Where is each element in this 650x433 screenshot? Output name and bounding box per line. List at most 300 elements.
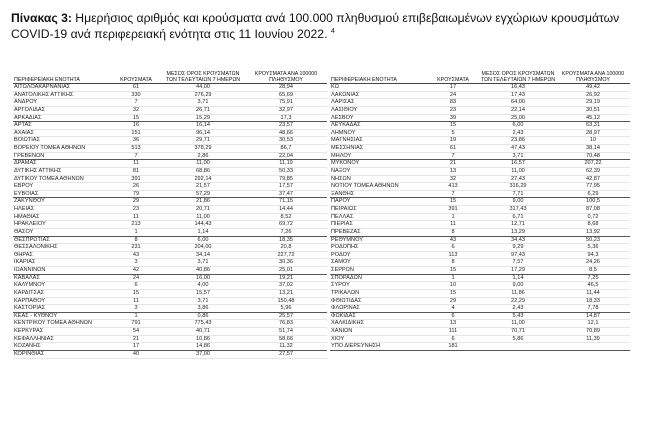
table-row (13, 114, 327, 122)
avg7-cell: 68,86 (161, 167, 245, 175)
avg7-cell: 11,00 (161, 213, 245, 221)
cases-cell: 11 (111, 213, 161, 221)
cases-cell: 6 (426, 335, 480, 343)
table-row (330, 282, 630, 290)
per100k-cell: 227,72 (245, 251, 327, 259)
per100k-cell: 69,72 (245, 221, 327, 229)
per100k-cell: 49,42 (556, 84, 630, 92)
per100k-cell: 7,78 (556, 305, 630, 313)
avg7-cell: 44,00 (161, 84, 245, 92)
table-row (330, 213, 630, 221)
region-cell: ΚΕΦΑΛΛΗΝΙΑΣ (13, 335, 111, 343)
avg7-cell: 15,29 (161, 114, 245, 122)
table-row (330, 274, 630, 282)
region-cell: ΞΑΝΘΗΣ (330, 190, 426, 198)
per100k-cell: 23,57 (245, 122, 327, 130)
avg7-cell (480, 343, 556, 351)
cases-cell: 8 (111, 236, 161, 244)
table-row (13, 297, 327, 305)
table-row (330, 145, 630, 153)
region-cell: ΑΧΑΪΑΣ (13, 129, 111, 137)
region-cell: ΚΑΡΠΑΘΟΥ (13, 297, 111, 305)
per100k-cell: 28,94 (245, 84, 327, 92)
region-cell: ΣΠΟΡΑΔΩΝ (330, 274, 426, 282)
table-row (330, 122, 630, 130)
per100k-cell: 207,22 (556, 160, 630, 168)
table-row (13, 289, 327, 297)
per100k-cell: 86,7 (245, 145, 327, 153)
table-header-row (330, 59, 630, 84)
avg7-cell: 17,43 (480, 91, 556, 99)
table-row (330, 236, 630, 244)
table-row (13, 106, 327, 114)
per100k-cell: 30,36 (245, 259, 327, 267)
region-cell: ΙΩΑΝΝΙΝΩΝ (13, 267, 111, 275)
table-row (330, 251, 630, 259)
region-cell: ΔΥΤΙΚΗΣ ΑΤΤΙΚΗΣ (13, 167, 111, 175)
avg7-cell: 7,71 (480, 190, 556, 198)
per100k-cell: 11,19 (245, 160, 327, 168)
avg7-cell: 316,29 (480, 183, 556, 191)
table-row (330, 99, 630, 107)
avg7-cell: 25,00 (480, 114, 556, 122)
header-cases: ΚΡΟΥΣΜΑΤΑ (111, 59, 161, 84)
avg7-cell: 12,71 (480, 221, 556, 229)
table-row (13, 274, 327, 282)
region-cell: ΣΑΜΟΥ (330, 259, 426, 267)
cases-cell: 23 (111, 206, 161, 214)
region-cell: ΧΑΛΚΙΔΙΚΗΣ (330, 320, 426, 328)
region-cell: ΒΟΙΩΤΙΑΣ (13, 137, 111, 145)
cases-cell: 11 (111, 297, 161, 305)
table-row (13, 267, 327, 275)
avg7-cell: 11,00 (480, 167, 556, 175)
per100k-cell: 22,04 (245, 152, 327, 160)
avg7-cell: 16,43 (480, 84, 556, 92)
per100k-cell: 13,21 (245, 289, 327, 297)
cases-cell: 54 (111, 328, 161, 336)
region-cell: ΒΟΡΕΙΟΥ ΤΟΜΕΑ ΑΘΗΝΩΝ (13, 145, 111, 153)
per100k-cell: 10 (556, 137, 630, 145)
per100k-cell: 28,97 (556, 129, 630, 137)
region-cell: ΕΒΡΟΥ (13, 183, 111, 191)
table-row (13, 145, 327, 153)
per100k-cell: 77,95 (556, 183, 630, 191)
per100k-cell: 65,69 (245, 91, 327, 99)
region-cell: ΣΕΡΡΩΝ (330, 267, 426, 275)
avg7-cell: 7,57 (480, 259, 556, 267)
region-cell: ΜΗΛΟΥ (330, 152, 426, 160)
table-row (330, 106, 630, 114)
header-avg7: ΜΕΣΟΣ ΟΡΟΣ ΚΡΟΥΣΜΑΤΩΝ ΤΩΝ ΤΕΛΕΥΤΑΙΩΝ 7 ΗΜΕΡΩΝ (161, 59, 245, 84)
cases-cell: 24 (111, 274, 161, 282)
cases-cell: 29 (111, 198, 161, 206)
table-row (330, 259, 630, 267)
table-row (330, 198, 630, 206)
avg7-cell: 775,43 (161, 320, 245, 328)
region-cell: ΓΡΕΒΕΝΩΝ (13, 152, 111, 160)
cases-cell: 1 (426, 274, 480, 282)
avg7-cell: 20,71 (161, 206, 245, 214)
avg7-cell: 11,86 (480, 289, 556, 297)
avg7-cell: 2,43 (480, 305, 556, 313)
region-cell: ΔΥΤΙΚΟΥ ΤΟΜΕΑ ΑΘΗΝΩΝ (13, 175, 111, 183)
avg7-cell: 17,29 (480, 267, 556, 275)
avg7-cell: 10,86 (161, 335, 245, 343)
table-row (330, 160, 630, 168)
region-cell: ΚΟΡΙΝΘΙΑΣ (13, 350, 111, 358)
region-cell: ΚΕΝΤΡΙΚΟΥ ΤΟΜΕΑ ΑΘΗΝΩΝ (13, 320, 111, 328)
region-cell: ΘΗΡΑΣ (13, 251, 111, 259)
cases-cell: 5 (426, 129, 480, 137)
per100k-cell: 30,53 (245, 137, 327, 145)
cases-cell: 6 (426, 244, 480, 252)
cases-cell: 391 (426, 206, 480, 214)
avg7-cell: 23,86 (480, 137, 556, 145)
avg7-cell: 9,00 (480, 198, 556, 206)
cases-cell: 19 (426, 137, 480, 145)
table-row (13, 335, 327, 343)
avg7-cell: 3,71 (480, 152, 556, 160)
cases-cell: 791 (111, 320, 161, 328)
per100k-cell: 12,1 (556, 320, 630, 328)
per100k-cell: 25,57 (245, 312, 327, 320)
cases-table-right (330, 59, 630, 351)
table-row (13, 198, 327, 206)
region-cell: ΘΑΣΟΥ (13, 228, 111, 236)
cases-cell: 21 (111, 335, 161, 343)
table-row (13, 228, 327, 236)
cases-cell: 29 (426, 297, 480, 305)
per100k-cell: 24,26 (556, 259, 630, 267)
per100k-cell: 6,29 (556, 190, 630, 198)
cases-cell: 36 (111, 137, 161, 145)
avg7-cell: 292,14 (161, 175, 245, 183)
table-row (330, 328, 630, 336)
per100k-cell: 58,66 (245, 335, 327, 343)
cases-cell: 79 (111, 190, 161, 198)
region-cell: ΑΝΑΤΟΛΙΚΗΣ ΑΤΤΙΚΗΣ (13, 91, 111, 99)
cases-cell: 8 (426, 228, 480, 236)
region-cell: ΠΡΕΒΕΖΑΣ (330, 228, 426, 236)
region-cell: ΛΑΚΩΝΙΑΣ (330, 91, 426, 99)
cases-cell: 1 (111, 312, 161, 320)
table-row (330, 167, 630, 175)
table-row (330, 221, 630, 229)
avg7-cell: 3,71 (161, 99, 245, 107)
avg7-cell: 1,14 (161, 228, 245, 236)
region-cell: ΑΙΤΩΛΟΑΚΑΡΝΑΝΙΑΣ (13, 84, 111, 92)
cases-cell: 213 (111, 221, 161, 229)
region-cell: ΘΕΣΣΑΛΟΝΙΚΗΣ (13, 244, 111, 252)
table-row (330, 343, 630, 351)
header-cases: ΚΡΟΥΣΜΑΤΑ (426, 59, 480, 84)
cases-cell: 111 (426, 328, 480, 336)
region-cell: ΠΑΡΟΥ (330, 198, 426, 206)
avg7-cell: 6,00 (161, 236, 245, 244)
avg7-cell: 22,29 (480, 297, 556, 305)
region-cell: ΚΕΡΚΥΡΑΣ (13, 328, 111, 336)
table-row (13, 129, 327, 137)
region-cell: ΠΕΙΡΑΙΩΣ (330, 206, 426, 214)
cases-cell: 15 (111, 114, 161, 122)
region-cell: ΗΡΑΚΛΕΙΟΥ (13, 221, 111, 229)
per100k-cell: 13,92 (556, 228, 630, 236)
cases-cell: 3 (111, 259, 161, 267)
per100k-cell: 150,48 (245, 297, 327, 305)
cases-cell: 40 (111, 350, 161, 358)
cases-cell: 21 (426, 160, 480, 168)
region-cell: ΛΑΣΙΘΙΟΥ (330, 106, 426, 114)
avg7-cell: 16,00 (161, 274, 245, 282)
avg7-cell: 13,29 (480, 228, 556, 236)
region-cell: ΑΡΤΑΣ (13, 122, 111, 130)
avg7-cell: 34,14 (161, 251, 245, 259)
avg7-cell: 0,86 (161, 312, 245, 320)
cases-table-left (13, 59, 327, 359)
avg7-cell: 40,86 (161, 267, 245, 275)
per100k-cell: 7,26 (245, 228, 327, 236)
region-cell: ΜΑΓΝΗΣΙΑΣ (330, 137, 426, 145)
cases-cell: 1 (111, 228, 161, 236)
region-cell: ΜΥΚΟΝΟΥ (330, 160, 426, 168)
per100k-cell: 29,19 (556, 99, 630, 107)
per100k-cell: 50,23 (556, 236, 630, 244)
region-cell: ΜΕΣΣΗΝΙΑΣ (330, 145, 426, 153)
table-row (330, 183, 630, 191)
cases-cell: 3 (111, 305, 161, 313)
per100k-cell: 11,32 (245, 343, 327, 351)
per100k-cell: 7,25 (556, 274, 630, 282)
per100k-cell: 27,57 (245, 350, 327, 358)
cases-cell: 4 (426, 305, 480, 313)
table-row (13, 190, 327, 198)
per100k-cell: 8,68 (556, 221, 630, 229)
region-cell: ΛΗΜΝΟΥ (330, 129, 426, 137)
avg7-cell: 3,71 (161, 259, 245, 267)
cases-cell: 413 (426, 183, 480, 191)
region-cell: ΚΑΣΤΟΡΙΑΣ (13, 305, 111, 313)
cases-cell: 15 (426, 267, 480, 275)
table-row (13, 167, 327, 175)
cases-cell: 42 (111, 267, 161, 275)
avg7-cell: 57,29 (161, 190, 245, 198)
cases-cell: 391 (111, 175, 161, 183)
table-row (330, 175, 630, 183)
header-region: ΠΕΡΙΦΕΡΕΙΑΚΗ ΕΝΟΤΗΤΑ (330, 59, 426, 84)
table-row (330, 312, 630, 320)
per100k-cell: 76,83 (245, 320, 327, 328)
caption-text: Ημερήσιος αριθμός και κρούσματα ανά 100.000 πληθυσμού επιβεβαιωμένων εγχώριων κρουσμάτων COVID-19 ανά περιφερειακή ενότητα στις 11 Ιουνίου 2022. (11, 11, 620, 41)
cases-cell: 15 (426, 289, 480, 297)
cases-cell: 6 (426, 312, 480, 320)
table-row (330, 289, 630, 297)
per100k-cell: 30,51 (556, 106, 630, 114)
region-cell: ΠΕΛΛΑΣ (330, 213, 426, 221)
cases-cell: 330 (111, 91, 161, 99)
region-cell: ΖΑΚΥΝΘΟΥ (13, 198, 111, 206)
cases-cell: 39 (426, 114, 480, 122)
per100k-cell: 17,57 (245, 183, 327, 191)
cases-cell: 13 (426, 167, 480, 175)
table-row (330, 206, 630, 214)
cases-cell: 17 (111, 343, 161, 351)
cases-cell: 1 (426, 213, 480, 221)
table-row (13, 221, 327, 229)
region-cell: ΚΩ (330, 84, 426, 92)
table-row (13, 350, 327, 358)
table-row (330, 228, 630, 236)
cases-cell: 7 (426, 190, 480, 198)
region-cell: ΡΟΔΟΥ (330, 251, 426, 259)
avg7-cell: 11,00 (161, 160, 245, 168)
table-row (13, 206, 327, 214)
region-cell: ΦΘΙΩΤΙΔΑΣ (330, 297, 426, 305)
region-cell: ΝΗΣΩΝ (330, 175, 426, 183)
avg7-cell: 97,43 (480, 251, 556, 259)
table-row (13, 213, 327, 221)
avg7-cell: 47,43 (480, 145, 556, 153)
avg7-cell: 37,00 (161, 350, 245, 358)
avg7-cell: 5,43 (480, 312, 556, 320)
per100k-cell: 0,72 (556, 213, 630, 221)
cases-cell: 10 (426, 282, 480, 290)
cases-cell: 7 (426, 152, 480, 160)
cases-cell: 61 (426, 145, 480, 153)
table-row (13, 84, 327, 92)
per100k-cell: 14,44 (245, 206, 327, 214)
avg7-cell: 3,86 (161, 305, 245, 313)
cases-cell: 32 (426, 175, 480, 183)
avg7-cell: 21,57 (161, 183, 245, 191)
cases-cell: 181 (426, 343, 480, 351)
region-cell: ΙΚΑΡΙΑΣ (13, 259, 111, 267)
region-cell: ΝΑΞΟΥ (330, 167, 426, 175)
per100k-cell: 79,85 (245, 175, 327, 183)
avg7-cell: 9,29 (480, 244, 556, 252)
cases-cell: 513 (111, 145, 161, 153)
table-row (330, 84, 630, 92)
per100k-cell: 18,33 (556, 297, 630, 305)
avg7-cell: 378,29 (161, 145, 245, 153)
cases-cell: 24 (426, 91, 480, 99)
cases-cell: 61 (111, 84, 161, 92)
table-row (330, 114, 630, 122)
table-row (330, 137, 630, 145)
cases-cell: 113 (426, 251, 480, 259)
region-cell: ΔΡΑΜΑΣ (13, 160, 111, 168)
table-row (330, 190, 630, 198)
region-cell: ΛΑΡΙΣΑΣ (330, 99, 426, 107)
cases-cell: 23 (426, 106, 480, 114)
table-row (13, 320, 327, 328)
per100k-cell: 37,47 (245, 190, 327, 198)
avg7-cell: 11,00 (480, 320, 556, 328)
per100k-cell: 8,5 (556, 267, 630, 275)
region-cell: ΝΟΤΙΟΥ ΤΟΜΕΑ ΑΘΗΝΩΝ (330, 183, 426, 191)
per100k-cell: 17,3 (245, 114, 327, 122)
region-cell: ΡΕΘΥΜΝΟΥ (330, 236, 426, 244)
per100k-cell: 75,91 (245, 99, 327, 107)
cases-cell: 6 (111, 282, 161, 290)
per100k-cell: 71,15 (245, 198, 327, 206)
region-cell: ΦΛΩΡΙΝΑΣ (330, 305, 426, 313)
table-row (13, 137, 327, 145)
cases-cell: 7 (111, 99, 161, 107)
cases-cell: 83 (426, 99, 480, 107)
avg7-cell: 64,00 (480, 99, 556, 107)
region-cell: ΑΝΔΡΟΥ (13, 99, 111, 107)
avg7-cell: 16,57 (480, 160, 556, 168)
region-cell: ΛΕΥΚΑΔΑΣ (330, 122, 426, 130)
avg7-cell: 5,86 (480, 335, 556, 343)
avg7-cell: 6,71 (480, 213, 556, 221)
avg7-cell: 21,86 (161, 198, 245, 206)
region-cell: ΗΛΕΙΑΣ (13, 206, 111, 214)
cases-cell: 8 (426, 259, 480, 267)
avg7-cell: 15,57 (161, 289, 245, 297)
cases-cell: 15 (111, 289, 161, 297)
per100k-cell: 32,97 (245, 106, 327, 114)
cases-cell: 15 (426, 198, 480, 206)
table-row (330, 320, 630, 328)
region-cell: ΕΥΒΟΙΑΣ (13, 190, 111, 198)
avg7-cell: 2,43 (480, 129, 556, 137)
per100k-cell: 5,36 (556, 244, 630, 252)
per100k-cell: 100,5 (556, 198, 630, 206)
table-header-row (13, 59, 327, 84)
cases-cell: 11 (111, 160, 161, 168)
header-avg7: ΜΕΣΟΣ ΟΡΟΣ ΚΡΟΥΣΜΑΤΩΝ ΤΩΝ ΤΕΛΕΥΤΑΙΩΝ 7 ΗΜΕΡΩΝ (480, 59, 556, 84)
table-row (13, 343, 327, 351)
per100k-cell: 50,33 (245, 167, 327, 175)
avg7-cell: 34,43 (480, 236, 556, 244)
per100k-cell: 14,87 (556, 312, 630, 320)
region-cell: ΚΟΖΑΝΗΣ (13, 343, 111, 351)
caption-label: Πίνακας 3: (11, 11, 72, 25)
per100k-cell: 45,12 (556, 114, 630, 122)
per100k-cell: 42,87 (556, 175, 630, 183)
table-row (330, 91, 630, 99)
caption-footnote-mark: 4 (330, 28, 335, 35)
per100k-cell: 63,31 (556, 122, 630, 130)
table-row (13, 305, 327, 313)
cases-cell: 13 (426, 320, 480, 328)
table-row (13, 244, 327, 252)
region-cell: ΧΙΟΥ (330, 335, 426, 343)
per100k-cell: 94,3 (556, 251, 630, 259)
avg7-cell: 29,71 (161, 137, 245, 145)
table-row (13, 152, 327, 160)
avg7-cell: 6,00 (480, 122, 556, 130)
region-cell: ΥΠΟ ΔΙΕΡΕΥΝΗΣΗ (330, 343, 426, 351)
per100k-cell: 11,44 (556, 289, 630, 297)
table-row (13, 236, 327, 244)
avg7-cell: 22,14 (480, 106, 556, 114)
cases-cell: 15 (426, 122, 480, 130)
avg7-cell: 1,14 (480, 274, 556, 282)
per100k-cell: 26,92 (556, 91, 630, 99)
region-cell: ΛΕΣΒΟΥ (330, 114, 426, 122)
cases-cell: 7 (111, 152, 161, 160)
table-row (13, 328, 327, 336)
cases-cell: 81 (111, 167, 161, 175)
per100k-cell: 5,96 (245, 305, 327, 313)
per100k-cell: 46,5 (556, 282, 630, 290)
cases-cell: 26 (111, 183, 161, 191)
per100k-cell: 38,14 (556, 145, 630, 153)
table-row (330, 267, 630, 275)
